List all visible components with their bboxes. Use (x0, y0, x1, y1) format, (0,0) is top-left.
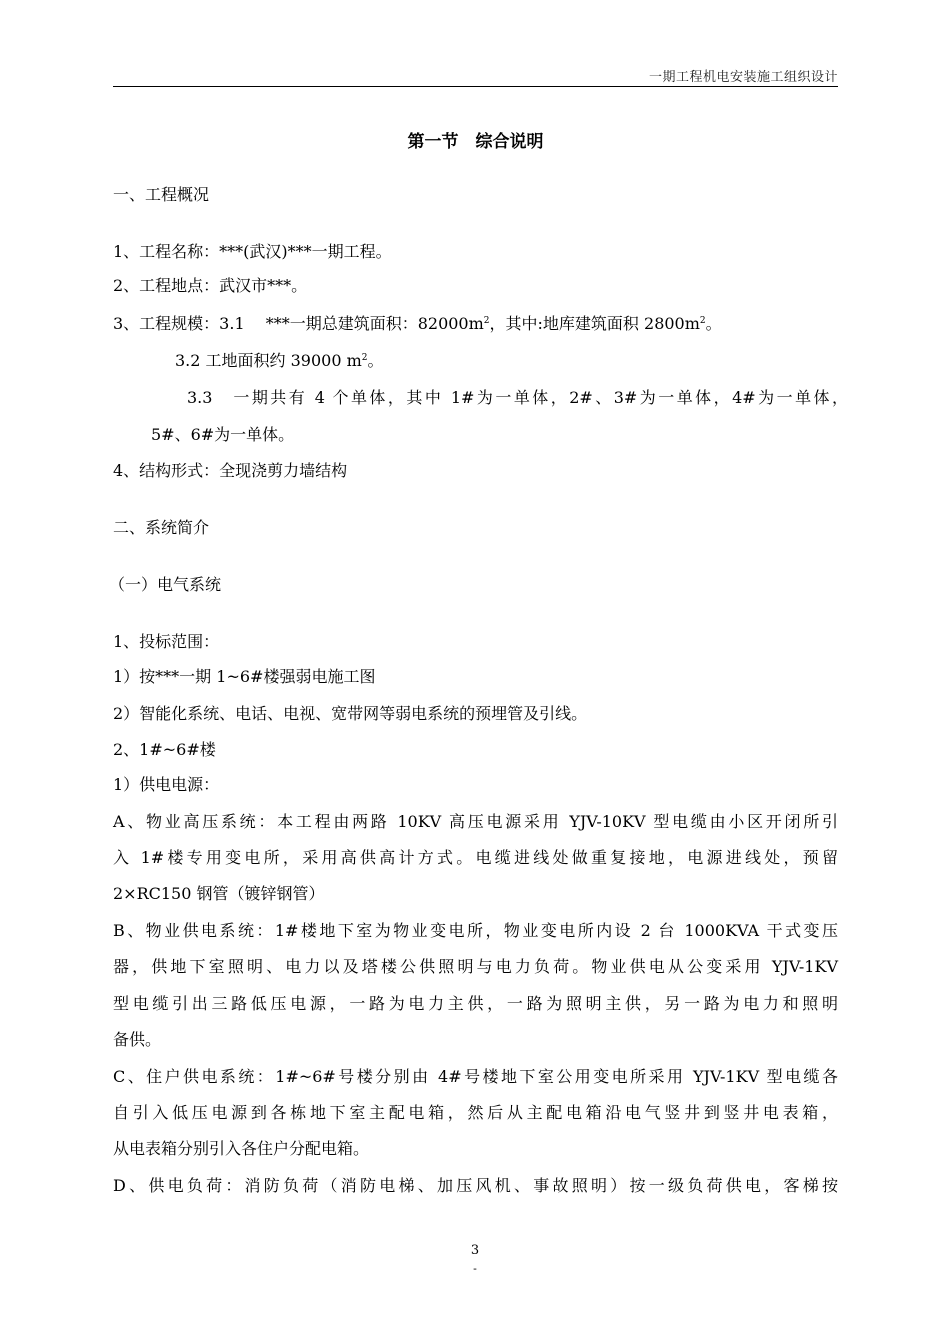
para-b-line: 器，供地下室照明、电力以及塔楼公供照明与电力负荷。物业供电从公变采用 YJV-1KV (113, 957, 838, 976)
power-source-heading: 1）供电电源： (113, 775, 220, 794)
page-footer-dash: - (473, 1262, 477, 1275)
para-c-line: C、住户供电系统：1#~6#号楼分别由 4#号楼地下室公用变电所采用 YJV-1KV 型电缆各 (113, 1067, 838, 1086)
site-area-text: 3.2 工地面积约 39000 m (175, 351, 362, 370)
superscript: 2 (699, 316, 706, 326)
project-scale-suffix: 。 (705, 314, 722, 333)
project-name-item: 1、工程名称：***(武汉)***一期工程。 (113, 242, 392, 261)
heading-system-intro: 二、系统简介 (113, 518, 210, 537)
para-b-line: 备供。 (113, 1030, 162, 1049)
bid-scope-heading: 1、投标范围： (113, 632, 220, 651)
project-location-item: 2、工程地点：武汉市***。 (113, 276, 308, 295)
project-scale-mid: ，其中:地库建筑面积 2800m (489, 314, 700, 333)
superscript: 2 (483, 316, 490, 326)
para-c-line: 从电表箱分别引入各住户分配电箱。 (113, 1139, 370, 1158)
para-a-line: A、物业高压系统：本工程由两路 10KV 高压电源采用 YJV-10KV 型电缆由小区开闭所引 (113, 812, 838, 831)
para-c-line: 自引入低压电源到各栋地下室主配电箱，然后从主配电箱沿电气竖井到竖井电表箱， (113, 1103, 838, 1122)
bid-scope-item-2: 2）智能化系统、电话、电视、宽带网等弱电系统的预埋管及引线。 (113, 704, 588, 723)
site-area-item (175, 350, 384, 372)
page-number: 3 (470, 1243, 480, 1258)
para-a-line: 入 1#楼专用变电所，采用高供高计方式。电缆进线处做重复接地，电源进线处，预留 (113, 848, 838, 867)
structure-type-item: 4、结构形式：全现浇剪力墙结构 (113, 461, 348, 480)
header-rule (113, 86, 838, 87)
para-d-line: D、供电负荷：消防负荷（消防电梯、加压风机、事故照明）按一级负荷供电，客梯按 (113, 1176, 838, 1195)
bid-scope-item-1: 1）按***一期 1~6#楼强弱电施工图 (113, 667, 376, 686)
para-b-line: B、物业供电系统：1#楼地下室为物业变电所，物业变电所内设 2 台 1000KVA 干式变压 (113, 921, 838, 940)
superscript: 2 (361, 353, 368, 363)
buildings-heading: 2、1#~6#楼 (113, 740, 216, 759)
para-b-line: 型电缆引出三路低压电源，一路为电力主供，一路为照明主供，另一路为电力和照明 (113, 994, 838, 1013)
heading-overview: 一、工程概况 (113, 185, 210, 204)
para-a-line: 2×RC150 钢管（镀锌钢管） (113, 884, 325, 903)
running-header: 一期工程机电安装施工组织设计 (648, 70, 838, 85)
section-title: 第一节 综合说明 (407, 132, 544, 152)
subheading-electrical: （一）电气系统 (109, 575, 222, 594)
building-units-line1: 3.3 一期共有 4 个单体，其中 1#为一单体，2#、3#为一单体，4#为一单体， (187, 388, 848, 407)
site-area-suffix: 。 (367, 351, 384, 370)
building-units-line2: 5#、6#为一单体。 (151, 425, 295, 444)
project-scale-item (113, 313, 722, 335)
project-scale-prefix: 3、工程规模：3.1 ***一期总建筑面积：82000m (113, 314, 484, 333)
